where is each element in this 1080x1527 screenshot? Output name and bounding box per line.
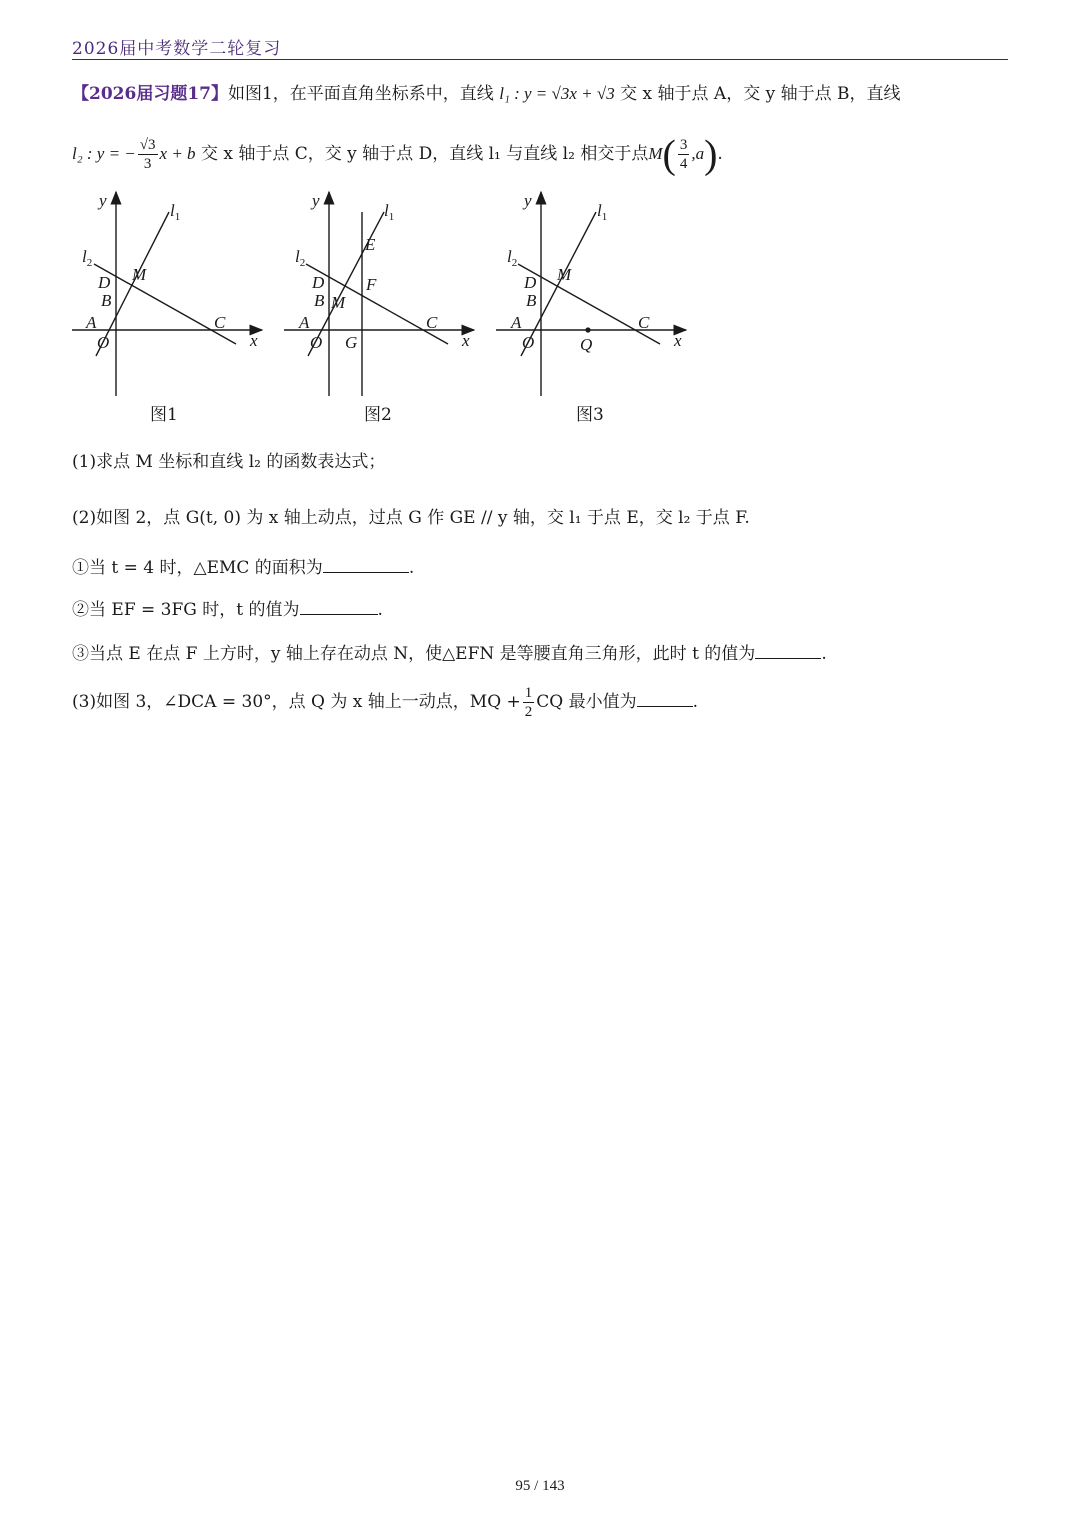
fig2-point-d: D (312, 273, 325, 292)
fig3-point-d: D (524, 273, 537, 292)
fig2-point-c: C (426, 313, 438, 332)
fig2-point-e: E (365, 235, 376, 254)
l1-tail: 交 x 轴于点 A，交 y 轴于点 B，直线 (620, 84, 901, 104)
fig2-point-a: A (299, 313, 310, 332)
figure-3-caption: 图3 (576, 405, 604, 425)
fig3-point-b: B (526, 291, 537, 310)
fig2-point-g: G (345, 333, 358, 352)
l1-equation: l₁ : y = √3x + √3 (499, 84, 615, 103)
q3-fraction: $\frac{1}{2}$ (524, 685, 533, 720)
fig1-point-b: B (101, 291, 112, 310)
period-1: . (717, 144, 723, 164)
fig3-point-a: A (511, 313, 522, 332)
fig2-l2-label: $l_2$ (295, 247, 306, 269)
page-header-title: 2026届中考数学二轮复习 (72, 39, 282, 59)
answer-blank-2-3[interactable] (755, 644, 821, 659)
l2-frac-den: 3 (143, 156, 152, 172)
fig3-y-label: y (524, 191, 532, 210)
question-2-2: ②当 EF = 3FG 时，t 的值为 . (72, 600, 383, 620)
question-2: (2)如图 2，点 G(t, 0) 为 x 轴上动点，过点 G 作 GE // y 轴，交 l₁ 于点 E，交 l₂ 于点 F. (72, 508, 750, 528)
question-2-2-text: ②当 EF = 3FG 时，t 的值为 (72, 600, 300, 620)
fig2-origin-label: O (310, 333, 323, 352)
fig1-l2-label: $l_2$ (82, 247, 93, 269)
fig1-point-m: M (132, 265, 147, 284)
problem-line-1 (72, 82, 901, 106)
fig2-point-b: B (314, 291, 325, 310)
problem-line-2: l₂ : y = − $\frac{√3}{3}$ x + b 交 x 轴于点 C，交 y 轴于点 D，直线 l₁ 与直线 l₂ 相交于点M( $\frac{3}{4}$ ,a). (72, 131, 723, 177)
figure-3 (496, 191, 686, 396)
m-frac-den: 4 (679, 156, 688, 172)
question-3: (3)如图 3，∠DCA = 30°，点 Q 为 x 轴上一动点，MQ + $\frac{1}{2}$ CQ 最小值为 . (72, 685, 699, 720)
m-point-label: M (648, 144, 663, 163)
figure-2 (284, 191, 474, 396)
m-second-coord: ,a (691, 144, 705, 163)
page-number: 95 / 143 (515, 1478, 565, 1494)
fig1-y-label: y (99, 191, 107, 210)
problem-intro: 如图1，在平面直角坐标系中，直线 (227, 84, 494, 104)
fig3-x-label: x (674, 331, 682, 350)
answer-blank-3[interactable] (637, 692, 693, 707)
question-2-3-text: ③当点 E 在点 F 上方时，y 轴上存在动点 N，使△EFN 是等腰直角三角形，此时 t 的值为 (72, 644, 756, 664)
fig1-x-label: x (250, 331, 258, 350)
figures-area (66, 184, 706, 434)
fig2-point-m: M (331, 293, 346, 312)
l2-tail: 交 x 轴于点 C，交 y 轴于点 D，直线 l₁ 与直线 l₂ 相交于点 (200, 144, 649, 164)
question-1: (1)求点 M 坐标和直线 l₂ 的函数表达式； (72, 452, 386, 472)
fig3-l2-label: $l_2$ (507, 247, 518, 269)
m-x-fraction (678, 136, 690, 173)
answer-blank-2-1[interactable] (323, 558, 409, 573)
fig3-point-q: Q (580, 335, 593, 354)
problem-tag: 【2026届习题17】 (72, 84, 228, 104)
fig2-l1-label: $l_1$ (384, 201, 395, 223)
answer-blank-2-2[interactable] (300, 600, 378, 615)
fig2-x-label: x (462, 331, 470, 350)
fig3-l1-label: $l_1$ (597, 201, 608, 223)
fig3-point-q-dot (585, 327, 590, 332)
figure-1-caption: 图1 (150, 405, 178, 425)
fig1-point-d: D (98, 273, 111, 292)
fig1-l1-label: $l_1$ (170, 201, 181, 223)
header-rule (72, 59, 1008, 60)
l2-slope-fraction (138, 136, 158, 173)
fig1-origin-label: O (97, 333, 110, 352)
m-frac-num: 3 (679, 137, 688, 153)
question-2-1: ①当 t = 4 时，△EMC 的面积为 . (72, 558, 415, 578)
figure-2-caption: 图2 (364, 405, 392, 425)
figure-1 (72, 191, 262, 396)
fig3-point-c: C (638, 313, 650, 332)
fig3-origin-label: O (522, 333, 535, 352)
fig1-point-c: C (214, 313, 226, 332)
l2-eq-prefix: l₂ : y = − (72, 144, 136, 163)
fig2-line-l2 (306, 264, 448, 344)
question-3-text-b: CQ 最小值为 (536, 692, 637, 712)
figures-svg (66, 184, 706, 434)
question-2-1-text: ①当 t = 4 时，△EMC 的面积为 (72, 558, 323, 578)
fig1-point-a: A (86, 313, 97, 332)
fig2-y-label: y (312, 191, 320, 210)
fig3-point-m: M (557, 265, 572, 284)
fig2-point-f: F (366, 275, 377, 294)
l2-frac-num: √3 (139, 137, 156, 153)
l2-eq-suffix: x + b (159, 144, 196, 163)
question-3-text-a: (3)如图 3，∠DCA = 30°，点 Q 为 x 轴上一动点，MQ + (72, 692, 521, 712)
question-2-3: ③当点 E 在点 F 上方时，y 轴上存在动点 N，使△EFN 是等腰直角三角形，此时 t 的值为 . (72, 644, 827, 664)
